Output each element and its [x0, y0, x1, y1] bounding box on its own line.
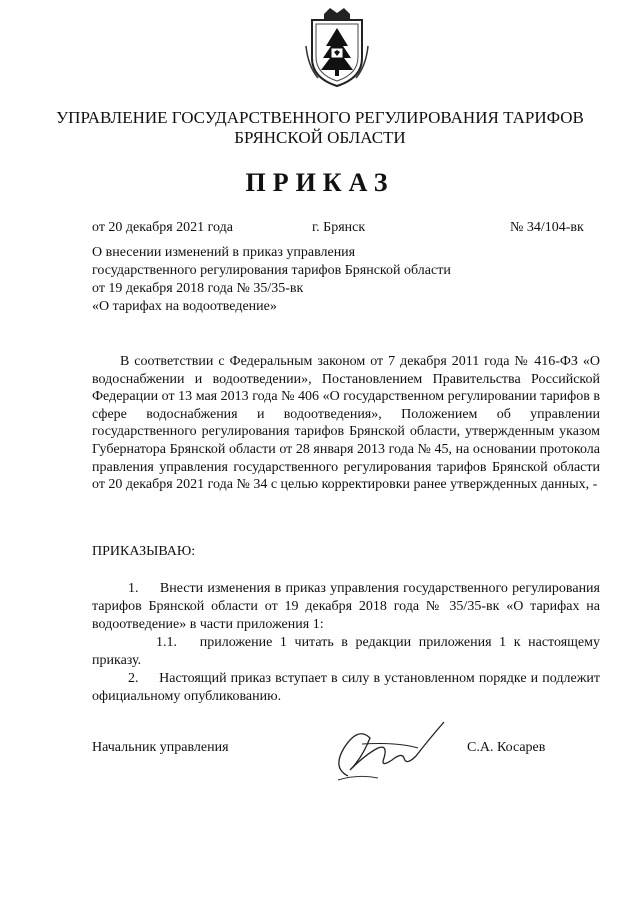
- coat-of-arms-icon: [304, 6, 370, 90]
- document-date: от 20 декабря 2021 года: [92, 220, 233, 235]
- signatory-position: Начальник управления: [92, 740, 229, 755]
- document-title: ПРИКАЗ: [245, 168, 395, 197]
- document-city: г. Брянск: [312, 220, 366, 235]
- subject-line: «О тарифах на водоотведение»: [92, 299, 277, 314]
- subject-line: от 19 декабря 2018 года № 35/35-вк: [92, 281, 304, 296]
- preamble-paragraph: В соответствии с Федеральным законом от 7 декабря 2011 года № 416-ФЗ «О водоснабжении и водоотведении», Постановлением Правительства Российской Федерации от 13 мая 2013 года № 406 «О государственном регулировании тарифов в сфере водоснабжения и водоотведения», Положением об управлении государственного регулирования тарифов Брянской области, утвержденным указом Губернатора Брянской области от 28 января 2013 года № 45, на основании протокола правления управления государственного регулирования тарифов Брянской области от 20 декабря 2021 года № 34 с целью корректировки ранее утвержденных данных, -: [92, 354, 600, 493]
- document-subject: [92, 244, 451, 316]
- order-word: ПРИКАЗЫВАЮ:: [92, 544, 196, 559]
- subject-line: О внесении изменений в приказ управления: [92, 245, 356, 260]
- order-item: 1. Внести изменения в приказ управления государственного регулирования тарифов Брянской области от 19 декабря 2018 года № 35/35-вк «О тарифах на водоотведение» в части приложения 1:: [92, 581, 604, 632]
- org-name-line-1: УПРАВЛЕНИЕ ГОСУДАРСТВЕННОГО РЕГУЛИРОВАНИЯ ТАРИФОВ: [56, 108, 584, 127]
- handwritten-signature: [318, 708, 458, 788]
- subject-line: государственного регулирования тарифов Брянской области: [92, 263, 451, 278]
- document-number: № 34/104-вк: [510, 220, 584, 235]
- signatory-name: С.А. Косарев: [467, 740, 546, 755]
- order-item: 2. Настоящий приказ вступает в силу в установленном порядке и подлежит официальному опубликованию.: [92, 671, 604, 704]
- order-subitem: 1.1. приложение 1 читать в редакции приложения 1 к настоящему приказу.: [92, 635, 604, 668]
- org-name-line-2: БРЯНСКОЙ ОБЛАСТИ: [234, 128, 406, 147]
